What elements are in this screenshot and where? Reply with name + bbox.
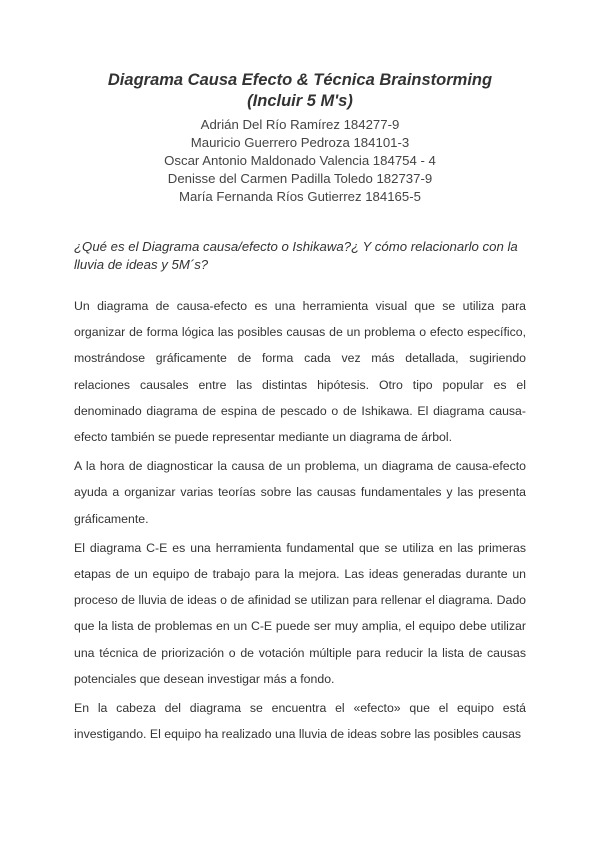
title-line-2: (Incluir 5 M's) [247, 92, 353, 110]
paragraph-3: El diagrama C-E es una herramienta fundamental que se utiliza en las primeras etapas de un equipo de trabajo para la mejora. Las ideas generadas durante un proceso de lluvia de ideas o de afinidad se utilizan para rellenar el diagrama. Dado que la lista de problemas en un C-E puede ser muy amplia, el equipo debe utilizar una técnica de priorización o de votación múltiple para reducir la lista de causas potenciales que desean investigar más a fondo. [74, 540, 526, 686]
author-3: Oscar Antonio Maldonado Valencia 184754 - 4 [164, 153, 436, 168]
title-line-1: Diagrama Causa Efecto & Técnica Brainstorming [107, 71, 493, 89]
paragraph-2: A la hora de diagnosticar la causa de un problema, un diagrama de causa-efecto ayuda a organizar varias teorías sobre las causas fundamentales y las presenta gráficamente. [74, 459, 526, 526]
document-title [74, 70, 526, 112]
author-list [74, 116, 526, 206]
author-2: Mauricio Guerrero Pedroza 184101-3 [190, 135, 410, 150]
body-text [74, 293, 526, 747]
author-1: Adrián Del Río Ramírez 184277-9 [200, 117, 400, 132]
paragraph-4: En la cabeza del diagrama se encuentra el «efecto» que el equipo está investigando. El equipo ha realizado una lluvia de ideas sobre las posibles causas [74, 701, 526, 742]
paragraph-1: Un diagrama de causa-efecto es una herramienta visual que se utiliza para organizar de forma lógica las posibles causas de un problema o efecto específico, mostrándose gráficamente de forma cada vez más detallada, sugiriendo relaciones causales entre las distintas hipótesis. Otro tipo popular es el denominado diagrama de espina de pescado o de Ishikawa. El diagrama causa-efecto también se puede representar mediante un diagrama de árbol. [74, 299, 526, 445]
section-question-heading: ¿Qué es el Diagrama causa/efecto o Ishikawa?¿ Y cómo relacionarlo con la lluvia de ideas y 5M´s? [74, 239, 518, 272]
author-4: Denisse del Carmen Padilla Toledo 182737-9 [167, 171, 433, 186]
author-5: María Fernanda Ríos Gutierrez 184165-5 [179, 189, 421, 204]
